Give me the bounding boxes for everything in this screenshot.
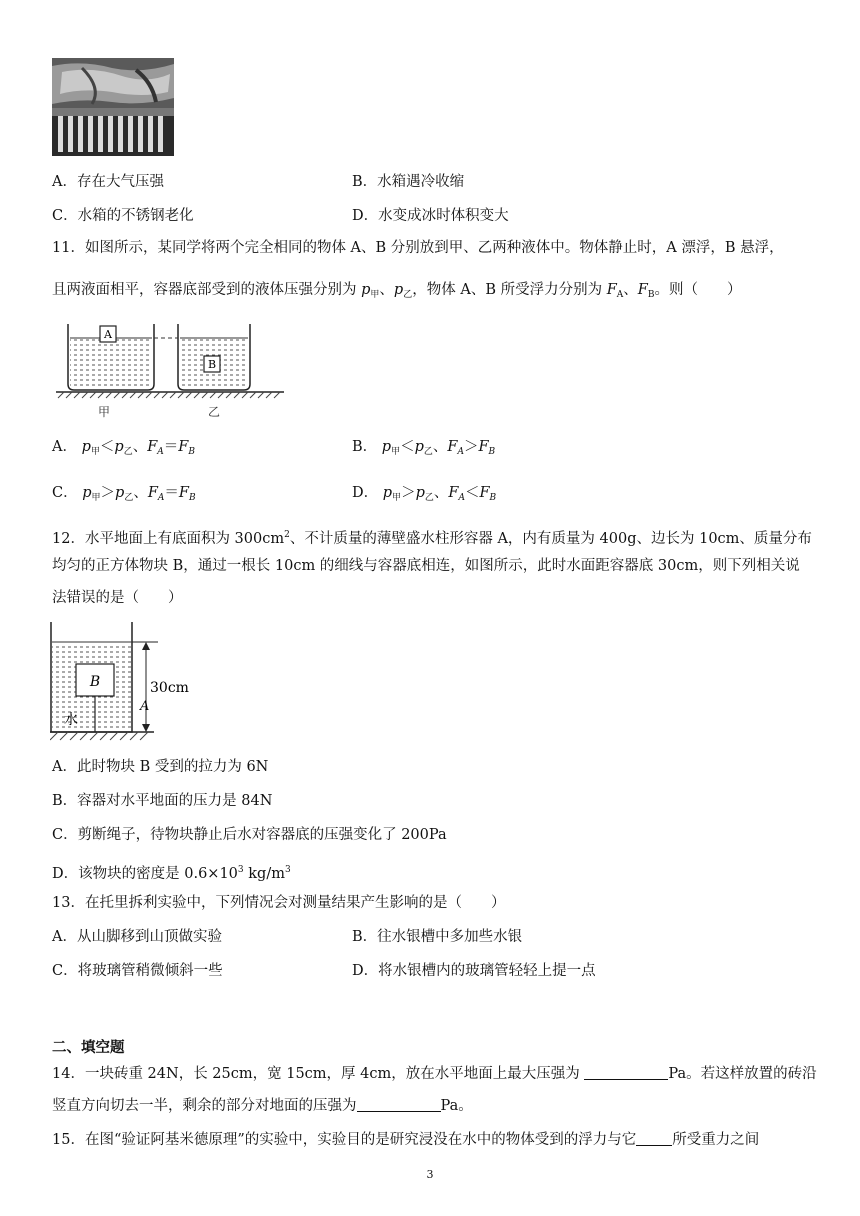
q14-blank-1[interactable]	[584, 1065, 668, 1080]
q15-line1: 15．在图“验证阿基米德原理”的实验中，实验目的是研究浸没在水中的物体受到的浮力与它 所受重力之间	[52, 1132, 760, 1148]
q13-option-d: D．将水银槽内的玻璃管轻轻上提一点	[352, 963, 596, 979]
q12-option-c: C．剪断绳子，待物块静止后水对容器底的压强变化了 200Pa	[52, 827, 447, 843]
q10-option-a: A．存在大气压强	[52, 174, 164, 190]
q11-containers-figure	[56, 318, 288, 422]
q12-option-d: D．该物块的密度是 $0.6\times 10^3$ $kg/m^3$	[52, 865, 291, 882]
q12-option-b: B．容器对水平地面的压力是 84N	[52, 793, 273, 809]
q12-label-a: A	[140, 699, 150, 714]
q12-stem-line2: 均匀的正方体物块 B，通过一根长 10cm 的细线与容器底相连，如图所示，此时水面距容器底 30cm，则下列相关说	[52, 558, 800, 574]
q12-stem-line1: 12．水平地面上有底面积为 $300cm^2$、不计质量的薄壁盛水柱形容器 A，内有质量为 400g、边长为 10cm、质量分布	[52, 530, 812, 547]
q11-stem-line2: 且两液面相平，容器底部受到的液体压强分别为 $p_甲$、$p_乙$，物体 A、B 所受浮力分别为 $F_A$、$F_B$。则（ ）	[52, 282, 742, 300]
q14-line1: 14．一块砖重 24N，长 25cm，宽 15cm，厚 4cm，放在水平地面上最大压强为 Pa。若这样放置的砖沿	[52, 1066, 817, 1082]
q11-stem-line1: 11．如图所示，某同学将两个完全相同的物体 A、B 分别放到甲、乙两种液体中。物体静止时，A 漂浮，B 悬浮，	[52, 240, 784, 256]
q10-option-c: C．水箱的不锈钢老化	[52, 208, 194, 224]
page-number: 3	[426, 1168, 434, 1181]
q11-option-a: A． $p_甲<p_乙$、$F_A=F_B$	[52, 439, 195, 457]
q14-blank-2[interactable]	[357, 1097, 441, 1112]
section-title: 二、填空题	[52, 1040, 125, 1056]
q10-option-d: D．水变成冰时体积变大	[352, 208, 509, 224]
q11-option-c: C． $p_甲>p_乙$、$F_A=F_B$	[52, 485, 196, 503]
water-tank-photo	[52, 58, 174, 156]
q11-caption-yi: 乙	[207, 405, 221, 419]
q13-option-a: A．从山脚移到山顶做实验	[52, 929, 222, 945]
q12-option-a: A．此时物块 B 受到的拉力为 6N	[52, 759, 269, 775]
q11-option-b: B． $p_甲<p_乙$、$F_A>F_B$	[352, 439, 496, 457]
q11-caption-jia: 甲	[97, 405, 111, 419]
q11-option-d: D． $p_甲>p_乙$、$F_A<F_B$	[352, 485, 497, 503]
q10-option-b: B．水箱遇冷收缩	[352, 174, 465, 190]
q13-option-b: B．往水银槽中多加些水银	[352, 929, 523, 945]
q15-blank-1[interactable]	[636, 1131, 672, 1146]
q12-label-water: 水	[64, 712, 78, 728]
q12-stem-line3: 法错误的是（ ）	[52, 590, 183, 606]
q12-container-figure	[50, 620, 210, 746]
q11-label-a: A	[104, 328, 112, 341]
q12-label-height: 30cm	[150, 680, 189, 696]
q14-line2: 竖直方向切去一半，剩余的部分对地面的压强为 Pa。	[52, 1098, 473, 1114]
q13-stem: 13．在托里拆利实验中，下列情况会对测量结果产生影响的是（ ）	[52, 895, 506, 911]
q12-label-b: B	[89, 674, 101, 690]
q13-option-c: C．将玻璃管稍微倾斜一些	[52, 963, 223, 979]
q11-label-b: B	[207, 358, 217, 371]
